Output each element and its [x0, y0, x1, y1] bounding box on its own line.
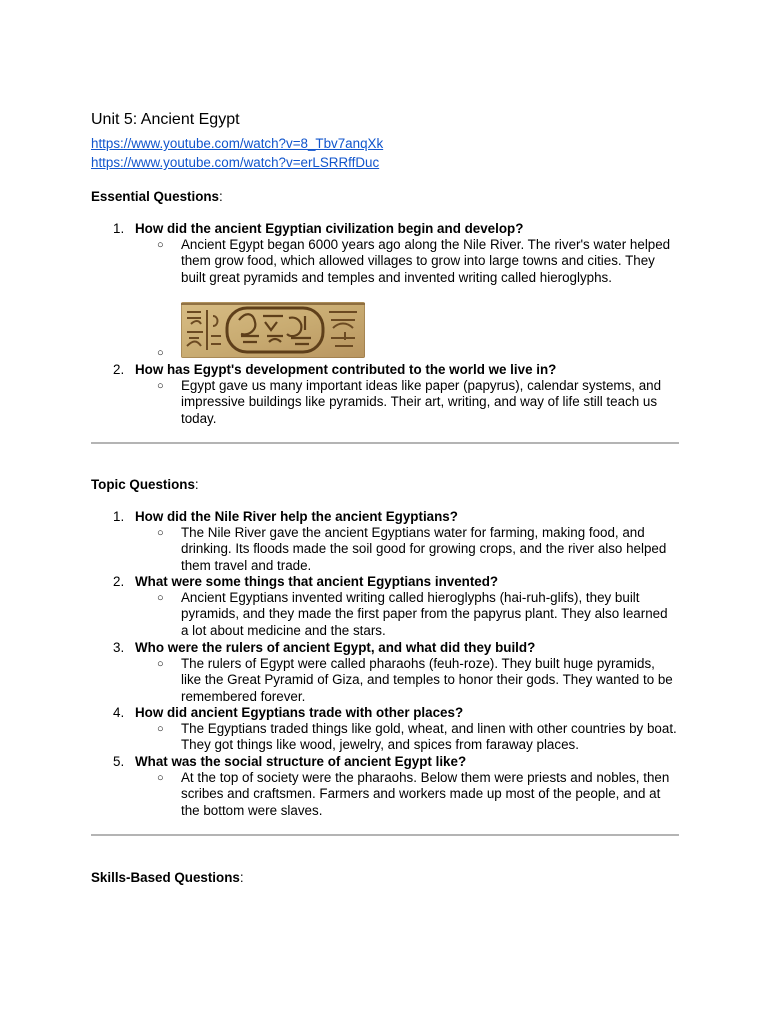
- topic-heading-text: Topic Questions: [91, 477, 195, 492]
- answer-text: At the top of society were the pharaohs. Below them were priests and nobles, then scribes and craftsmen. Farmers and workers made up most of the people, and at the bottom were slaves.: [181, 770, 670, 818]
- youtube-link-1[interactable]: https://www.youtube.com/watch?v=8_Tbv7anqXk: [91, 136, 384, 151]
- topic-questions-heading: [91, 477, 199, 493]
- question-text: What was the social structure of ancient Egypt like?: [135, 754, 467, 769]
- list-number: 1.: [113, 221, 125, 236]
- answer-text: Ancient Egypt began 6000 years ago along the Nile River. The river's water helped them grow food, which allowed villages to grow into large towns and cities. They built great pyramids and temples and invented writing called hieroglyphs.: [181, 237, 671, 285]
- skills-questions-heading: [91, 870, 244, 886]
- hieroglyphs-carving-icon: [181, 302, 365, 358]
- list-number: 4.: [113, 705, 125, 720]
- question-text: How did the Nile River help the ancient Egyptians?: [135, 509, 458, 524]
- section-divider: [91, 834, 679, 836]
- page-title: Unit 5: Ancient Egypt: [91, 111, 240, 128]
- hollow-bullet-icon: ○: [157, 380, 164, 392]
- question-text: How has Egypt's development contributed to the world we live in?: [135, 362, 557, 377]
- question-text: How did the ancient Egyptian civilization begin and develop?: [135, 221, 524, 236]
- essential-questions-heading: [91, 189, 223, 205]
- hollow-bullet-icon: ○: [157, 347, 164, 359]
- answer-text: Ancient Egyptians invented writing called hieroglyphs (hai-ruh-glifs), they built pyramids, and they made the first paper from the papyrus plant. They also learned a lot about medicine and the stars.: [181, 590, 668, 638]
- question-text: How did ancient Egyptians trade with other places?: [135, 705, 464, 720]
- essential-heading-text: Essential Questions: [91, 189, 219, 204]
- answer-text: The rulers of Egypt were called pharaohs (feuh-roze). They built huge pyramids, like the Great Pyramid of Giza, and temples to honor their gods. They wanted to be remembered forever.: [181, 656, 673, 704]
- list-number: 1.: [113, 509, 125, 524]
- list-number: 2.: [113, 574, 125, 589]
- hollow-bullet-icon: ○: [157, 592, 164, 604]
- hollow-bullet-icon: ○: [157, 239, 164, 251]
- answer-text: Egypt gave us many important ideas like paper (papyrus), calendar systems, and impressive buildings like pyramids. Their art, writing, and way of life still teach us today.: [181, 378, 662, 426]
- answer-text: The Egyptians traded things like gold, wheat, and linen with other countries by boat. They got things like wood, jewelry, and spices from faraway places.: [181, 721, 677, 753]
- list-number: 5.: [113, 754, 125, 769]
- question-text: Who were the rulers of ancient Egypt, and what did they build?: [135, 640, 536, 655]
- hollow-bullet-icon: ○: [157, 772, 164, 784]
- topic-heading-colon: :: [194, 477, 199, 492]
- list-number: 2.: [113, 362, 125, 377]
- hieroglyphs-image: [181, 302, 365, 358]
- question-text: What were some things that ancient Egyptians invented?: [135, 574, 499, 589]
- youtube-link-2[interactable]: https://www.youtube.com/watch?v=erLSRRffDuc: [91, 155, 380, 170]
- hollow-bullet-icon: ○: [157, 658, 164, 670]
- skills-heading-text: Skills-Based Questions: [91, 870, 240, 885]
- essential-heading-colon: :: [219, 189, 223, 204]
- skills-heading-colon: :: [239, 870, 244, 885]
- answer-text: The Nile River gave the ancient Egyptians water for farming, making food, and drinking. Its floods made the soil good for growing crops, and the river also helped them travel and trade.: [181, 525, 667, 573]
- hollow-bullet-icon: ○: [157, 723, 164, 735]
- list-number: 3.: [113, 640, 125, 655]
- section-divider: [91, 442, 679, 444]
- hollow-bullet-icon: ○: [157, 527, 164, 539]
